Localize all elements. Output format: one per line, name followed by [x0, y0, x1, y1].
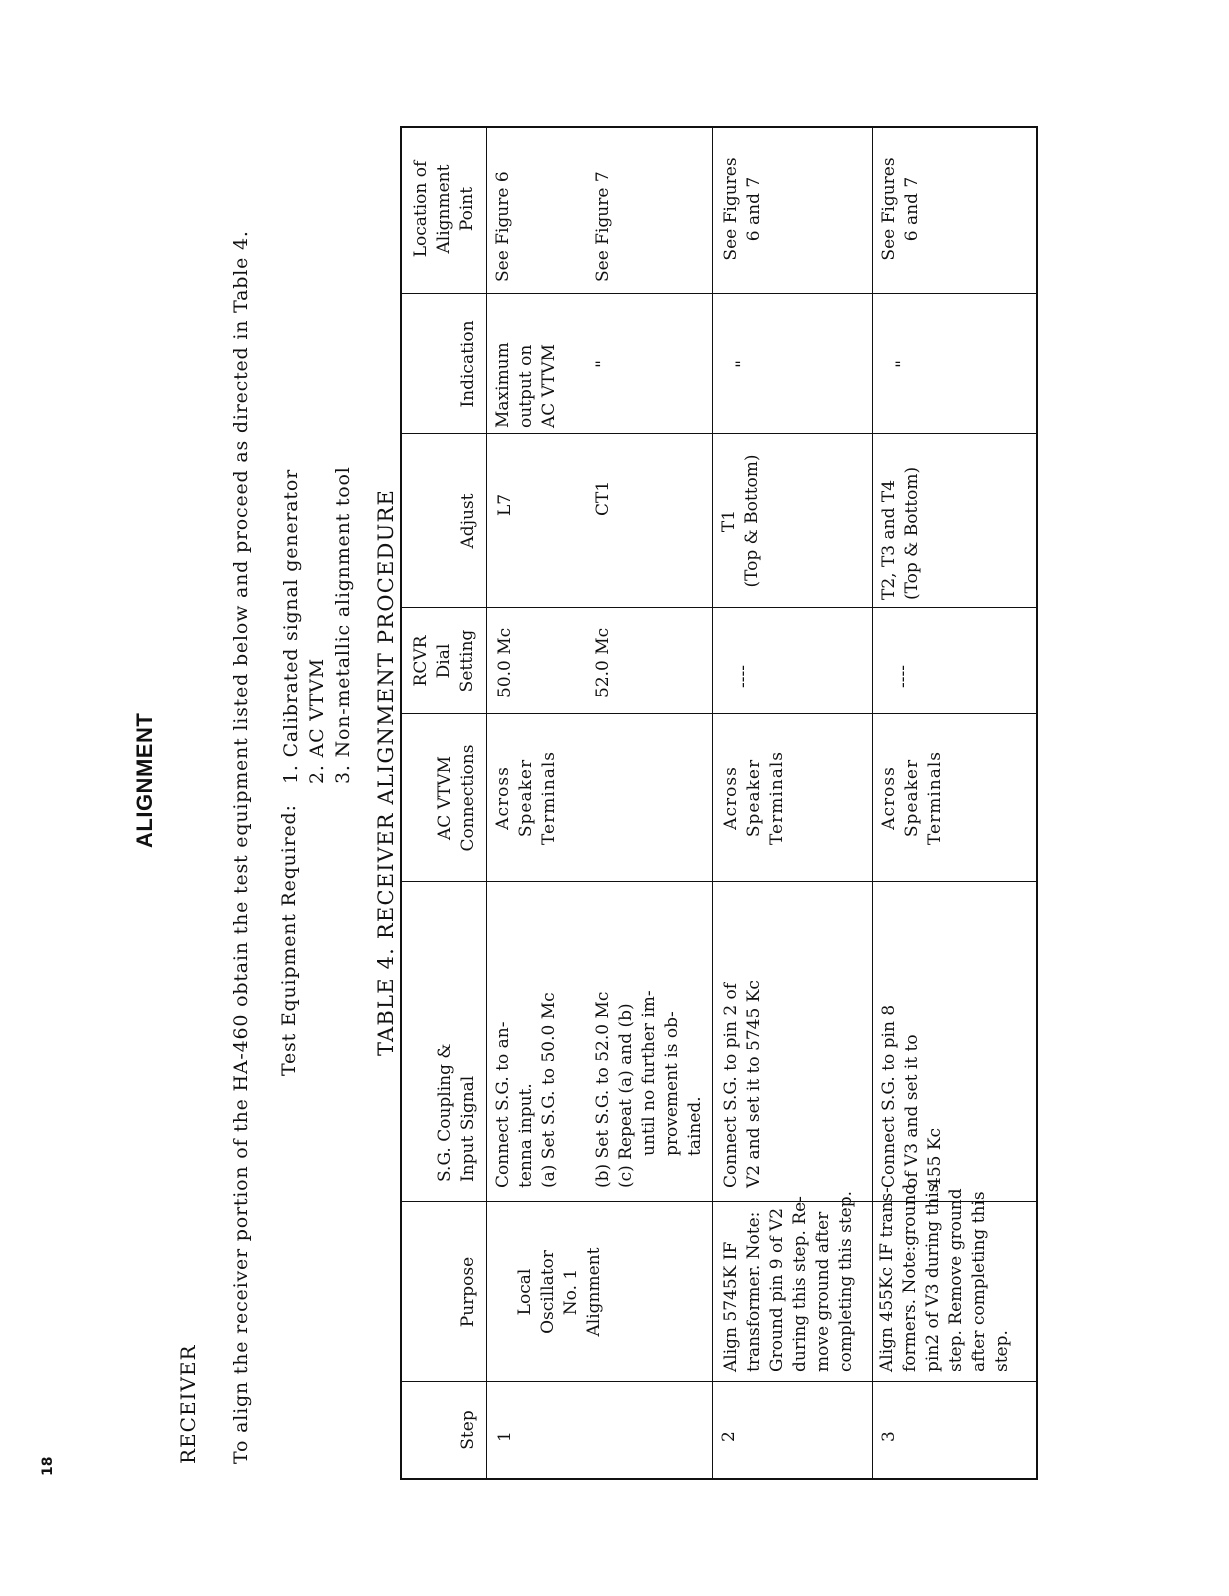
header-adjust: Adjust	[458, 493, 478, 549]
row1-purpose: Local Oscillator No. 1 Alignment	[515, 1247, 604, 1337]
row1-rcvr-b: 52.0 Mc	[593, 627, 613, 698]
column-divider	[402, 293, 1036, 294]
row1-rcvr-a: 50.0 Mc	[495, 627, 515, 698]
row2-rcvr: ----	[733, 665, 753, 688]
row2-adjust: T1 (Top & Bottom)	[719, 454, 762, 588]
header-divider	[486, 128, 487, 1478]
intro-paragraph: To align the receiver portion of the HA-460 obtain the test equipment listed below and proceed as directed in Table 4.	[230, 230, 252, 1464]
header-rcvr: RCVR Dial Setting	[411, 629, 477, 693]
row3-vtvm: Across Speaker Terminals	[879, 751, 945, 846]
row1-adjust-b: CT1	[593, 480, 613, 516]
row1-sg-a: Connect S.G. to an- tenna input. (a) Set S.G. to 50.0 Mc	[493, 992, 559, 1188]
row2-step: 2	[719, 1431, 739, 1442]
row-divider	[872, 128, 873, 1478]
row2-sg: Connect S.G. to pin 2 of V2 and set it to 5745 Kc	[721, 980, 764, 1188]
row3-adjust: T2, T3 and T4 (Top & Bottom)	[879, 466, 922, 600]
page-heading: ALIGNMENT	[132, 712, 157, 848]
alignment-table	[400, 126, 1038, 1480]
column-divider	[402, 1381, 1036, 1382]
row1-indication-b: "	[593, 360, 613, 368]
row-divider	[712, 128, 713, 1478]
row2-vtvm: Across Speaker Terminals	[721, 751, 787, 846]
test-equipment-item: 1. Calibrated signal generator	[280, 469, 302, 784]
row2-indication: "	[733, 360, 753, 368]
row1-step: 1	[495, 1431, 515, 1442]
header-step: Step	[458, 1410, 478, 1450]
row1-indication-a: Maximum output on AC VTVM	[493, 342, 559, 428]
header-indication: Indication	[458, 320, 478, 408]
row2-purpose: Align 5745K IF transformer. Note: Ground pin 9 of V2 during this step. Re- move ground after completing this step.	[721, 1190, 856, 1372]
header-vtvm: AC VTVM Connections	[435, 744, 478, 852]
test-equipment-list	[278, 466, 356, 784]
row3-indication: "	[893, 360, 913, 368]
header-location: Location of Alignment Point	[411, 160, 477, 258]
row1-vtvm: Across Speaker Terminals	[493, 751, 559, 846]
row3-rcvr: ----	[893, 665, 913, 688]
row1-adjust-a: L7	[495, 493, 515, 516]
page-number: 18	[40, 1456, 56, 1476]
row1-location-a: See Figure 6	[493, 171, 513, 282]
test-equipment-item: 3. Non-metallic alignment tool	[332, 466, 354, 784]
row1-location-b: See Figure 7	[593, 171, 613, 282]
test-equipment-item: 2. AC VTVM	[306, 657, 328, 784]
row1-sg-b: (b) Set S.G. to 52.0 Mc (c) Repeat (a) and (b) until no further im- provement is ob- tained.	[593, 990, 705, 1188]
row3-sg: Connect S.G. to pin 8 of V3 and set it to 455 Kc	[879, 1004, 945, 1188]
row3-purpose: Align 455Kc IF trans- formers. Note:ground pin2 of V3 during this step. Remove ground after completing this step.	[877, 1183, 1012, 1372]
row3-location: See Figures 6 and 7	[879, 157, 922, 261]
section-title: RECEIVER	[176, 1344, 200, 1464]
table-title: TABLE 4. RECEIVER ALIGNMENT PROCEDURE	[374, 488, 398, 1056]
row3-step: 3	[879, 1431, 899, 1442]
row2-location: See Figures 6 and 7	[721, 157, 764, 261]
header-sg-coupling: S.G. Coupling & Input Signal	[435, 1043, 478, 1182]
test-equipment-label: Test Equipment Required:	[278, 804, 300, 1076]
header-purpose: Purpose	[458, 1256, 478, 1328]
